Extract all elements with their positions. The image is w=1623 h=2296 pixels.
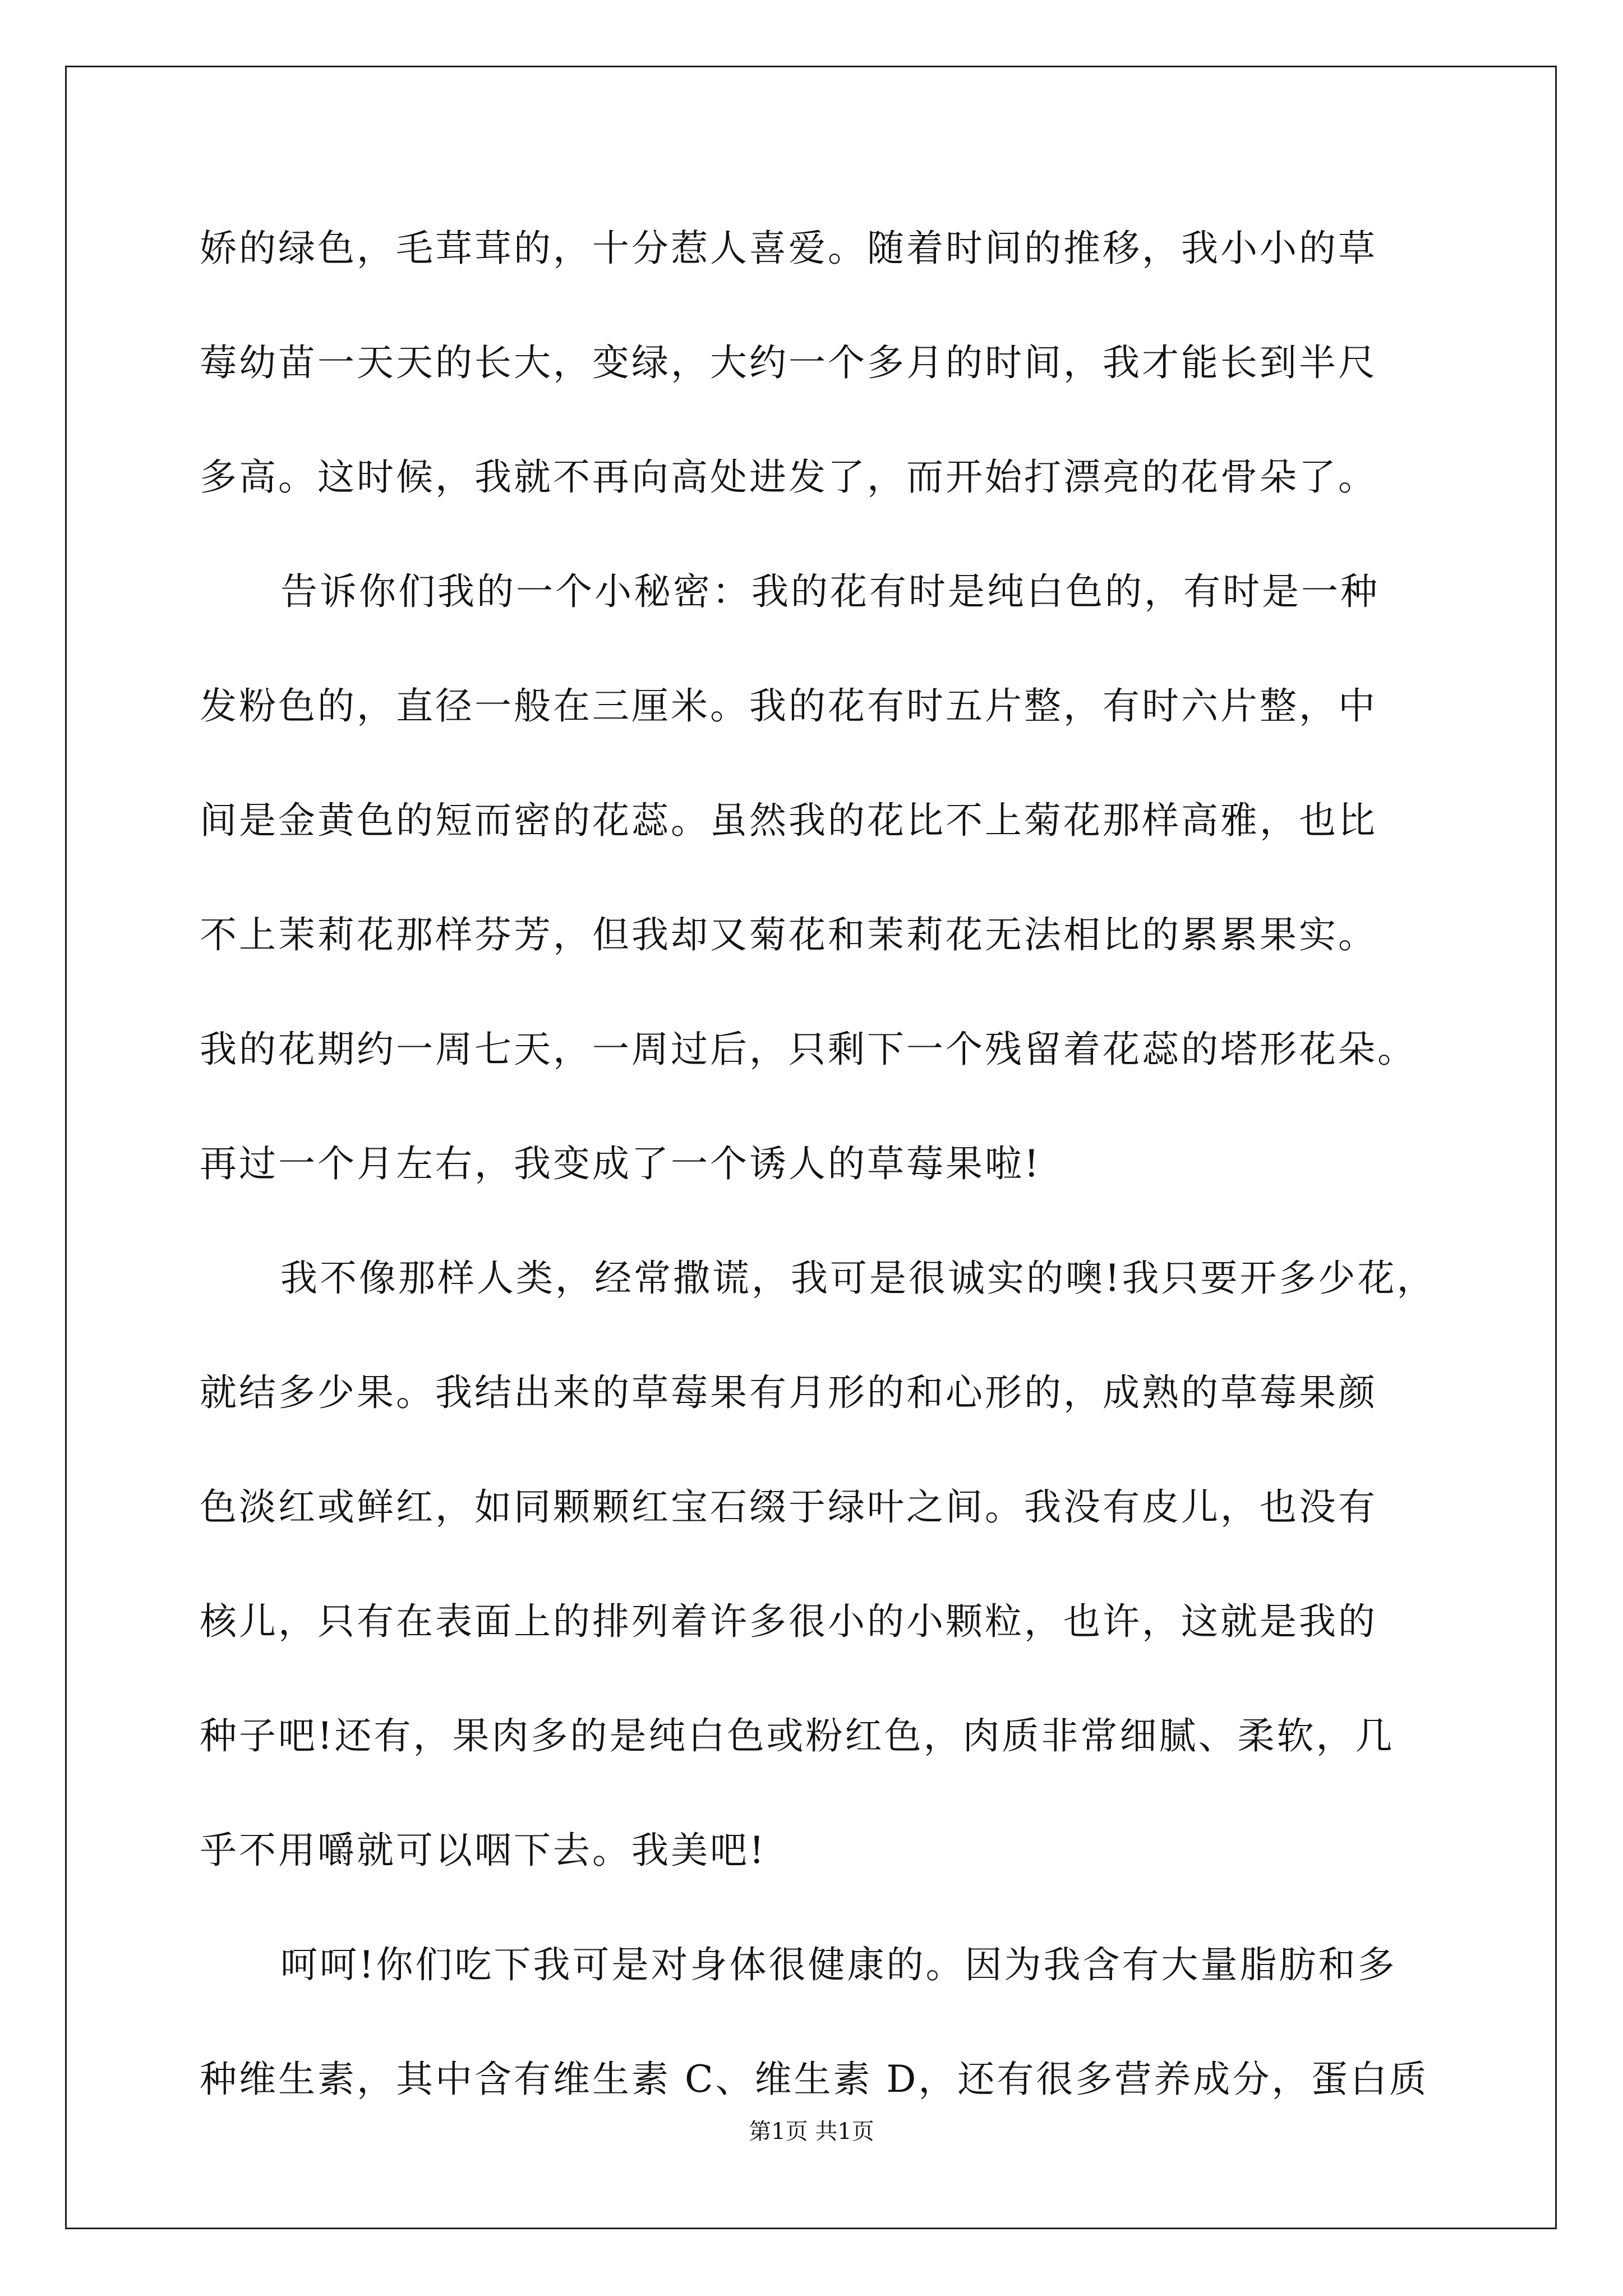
text-line: 发粉色的，直径一般在三厘米。我的花有时五片整，有时六片整，中 [200,684,1377,728]
paragraph-start-line: 告诉你们我的一个小秘密：我的花有时是纯白色的，有时是一种 [280,570,1380,613]
text-line: 我的花期约一周七天，一周过后，只剩下一个残留着花蕊的塔形花朵。 [200,1028,1417,1071]
text-line: 莓幼苗一天天的长大，变绿，大约一个多月的时间，我才能长到半尺 [200,341,1377,384]
page-footer: 第1页 共1页 [749,2119,874,2145]
text-line: 间是金黄色的短而密的花蕊。虽然我的花比不上菊花那样高雅，也比 [200,799,1377,842]
text-line: 多高。这时候，我就不再向高处进发了，而开始打漂亮的花骨朵了。 [200,455,1377,499]
text-line: 娇的绿色，毛茸茸的，十分惹人喜爱。随着时间的推移，我小小的草 [200,227,1377,270]
text-line: 乎不用嚼就可以咽下去。我美吧! [200,1829,767,1872]
text-line: 不上茉莉花那样芬芳，但我却又菊花和茉莉花无法相比的累累果实。 [200,913,1377,956]
text-line: 核儿，只有在表面上的排列着许多很小的小颗粒，也许，这就是我的 [200,1600,1377,1643]
text-line: 就结多少果。我结出来的草莓果有月形的和心形的，成熟的草莓果颜 [200,1371,1377,1414]
text-line: 色淡红或鲜红，如同颗颗红宝石缀于绿叶之间。我没有皮儿，也没有 [200,1485,1377,1529]
paragraph-start-line: 我不像那样人类，经常撒谎，我可是很诚实的噢!我只要开多少花， [280,1257,1436,1300]
paragraph-start-line: 呵呵!你们吃下我可是对身体很健康的。因为我含有大量脂肪和多 [280,1943,1397,1986]
text-line: 再过一个月左右，我变成了一个诱人的草莓果啦! [200,1142,1041,1185]
text-line: 种子吧!还有，果肉多的是纯白色或粉红色，肉质非常细腻、柔软，几 [200,1714,1395,1757]
text-line: 种维生素，其中含有维生素 C、维生素 D，还有很多营养成分，蛋白质 [200,2058,1429,2101]
